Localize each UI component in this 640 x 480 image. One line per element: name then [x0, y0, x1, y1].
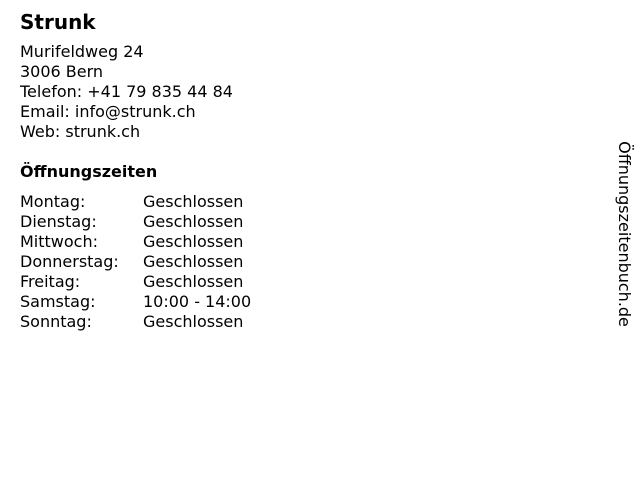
hours-row-sunday — [20, 312, 580, 332]
hours-time: Geschlossen — [143, 312, 244, 331]
hours-time: 10:00 - 14:00 — [143, 292, 252, 311]
source-watermark: Öffnungszeitenbuch.de — [615, 141, 634, 327]
contact-block — [20, 42, 580, 142]
phone-line: Telefon: +41 79 835 44 84 — [20, 82, 233, 101]
hours-day: Donnerstag: — [20, 252, 119, 271]
email-line: Email: info@strunk.ch — [20, 102, 196, 121]
hours-time: Geschlossen — [143, 272, 244, 291]
hours-day: Samstag: — [20, 292, 96, 311]
hours-day: Montag: — [20, 192, 86, 211]
hours-time: Geschlossen — [143, 252, 244, 271]
hours-row-tuesday — [20, 212, 580, 232]
hours-day: Sonntag: — [20, 312, 92, 331]
hours-row-friday — [20, 272, 580, 292]
hours-day: Mittwoch: — [20, 232, 98, 251]
street-address: Murifeldweg 24 — [20, 42, 144, 61]
hours-row-saturday — [20, 292, 580, 312]
hours-time: Geschlossen — [143, 232, 244, 251]
hours-day: Freitag: — [20, 272, 81, 291]
business-card — [20, 10, 580, 332]
hours-row-wednesday — [20, 232, 580, 252]
hours-row-monday — [20, 192, 580, 212]
hours-time: Geschlossen — [143, 192, 244, 211]
opening-hours-table — [20, 192, 580, 332]
hours-time: Geschlossen — [143, 212, 244, 231]
web-line: Web: strunk.ch — [20, 122, 141, 141]
postal-city: 3006 Bern — [20, 62, 104, 81]
business-name: Strunk — [20, 10, 96, 34]
hours-day: Dienstag: — [20, 212, 97, 231]
hours-row-thursday — [20, 252, 580, 272]
opening-hours-title: Öffnungszeiten — [20, 162, 158, 181]
